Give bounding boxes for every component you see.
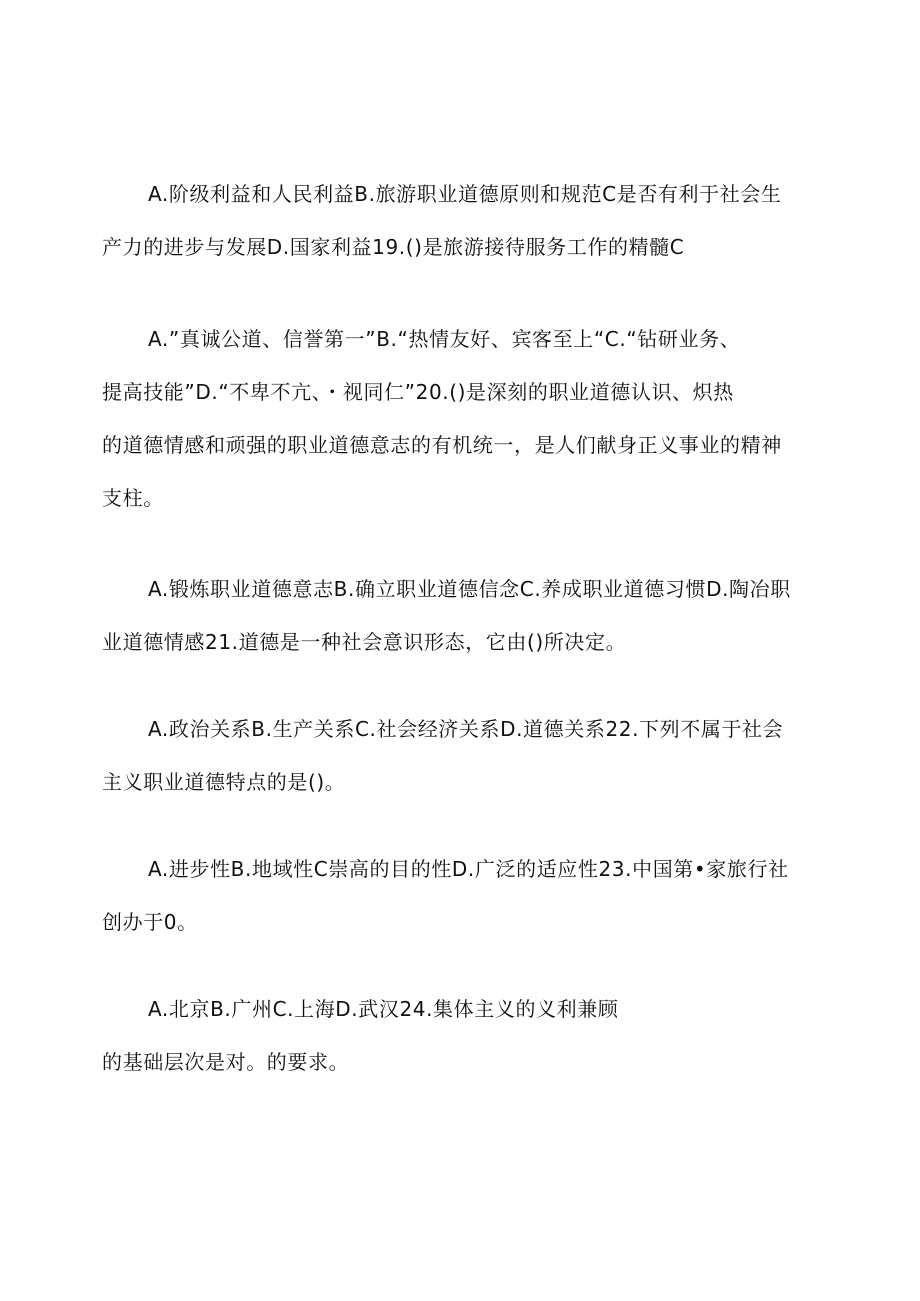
text-line: 的道德情感和顽强的职业道德意志的有机统一，是人们献身正义事业的精神 [102, 433, 782, 457]
question-paragraph-5 [102, 843, 822, 949]
text-line: A.进步性B.地域性C崇高的目的性D.广泛的适应性23.中国第•家旅行社 [148, 857, 789, 881]
text-line: A.锻炼职业道德意志B.确立职业道德信念C.养成职业道德习惯D.陶冶职 [148, 577, 791, 601]
text-line: 创办于0。 [102, 910, 198, 934]
text-line: A.北京B.广州C.上海D.武汉24.集体主义的义利兼顾 [148, 997, 619, 1021]
text-line: 产力的进步与发展D.国家利益19.()是旅游接待服务工作的精髓C [102, 235, 685, 259]
text-line: 提高技能”D.“不卑不亢、・视同仁”20.()是深刻的职业道德认识、炽热 [102, 380, 734, 404]
text-line: A.”真诚公道、信誉第一”B.“热情友好、宾客至上“C.“钻研业务、 [148, 327, 741, 351]
question-paragraph-2 [102, 313, 822, 525]
text-line: 主义职业道德特点的是()。 [102, 770, 346, 794]
text-line: A.阶级利益和人民利益B.旅游职业道德原则和规范C是否有利于社会生 [148, 182, 782, 206]
text-line: A.政治关系B.生产关系C.社会经济关系D.道德关系22.下列不属于社会 [148, 717, 784, 741]
question-paragraph-4 [102, 703, 822, 809]
question-paragraph-3 [102, 563, 822, 669]
question-paragraph-6 [102, 983, 822, 1089]
question-paragraph-1 [102, 168, 822, 274]
text-line: 的基础层次是对。的要求。 [102, 1050, 350, 1074]
text-line: 支柱。 [102, 486, 164, 510]
text-line: 业道德情感21.道德是一种社会意识形态，它由()所决定。 [102, 630, 627, 654]
